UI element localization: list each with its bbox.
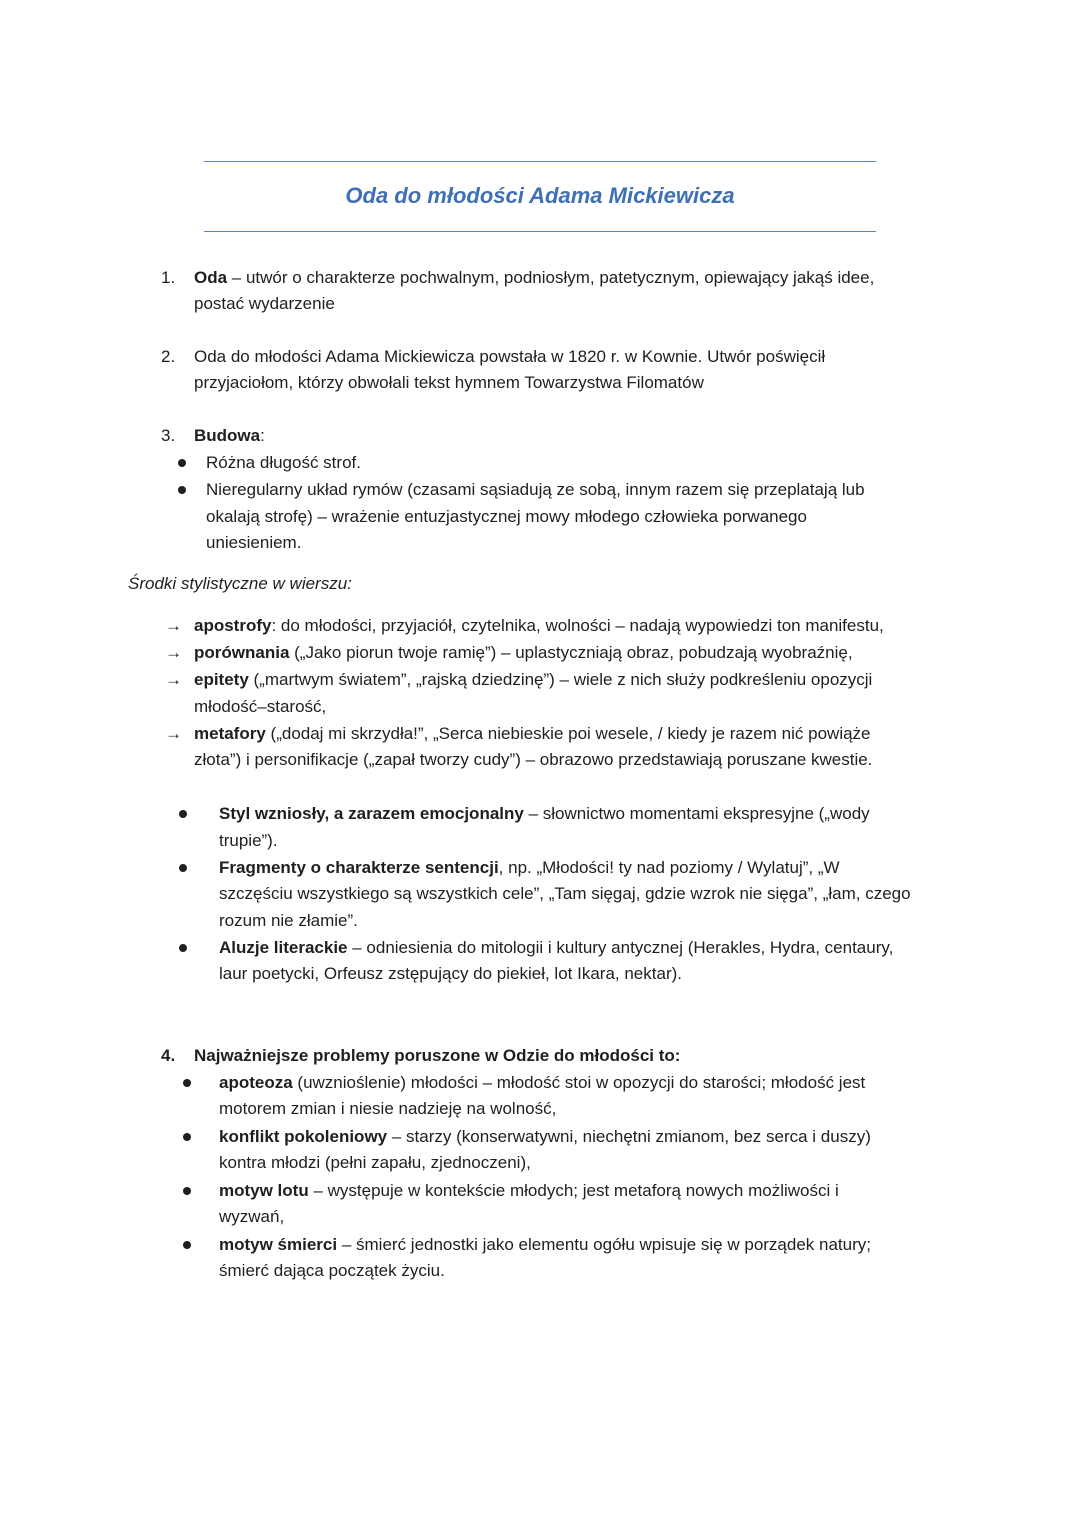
item-4-heading: Najważniejsze problemy poruszone w Odzie do młodości to: bbox=[194, 1046, 681, 1065]
feature-2-line-2: szczęściu wszystkiego są wszystkich cele”, „Tam sięgaj, gdzie wzrok nie sięga”, „łam, czego bbox=[219, 884, 911, 903]
title-top-rule bbox=[204, 161, 876, 162]
stylistic-epitety-line-2: młodość–starość, bbox=[194, 697, 327, 716]
item-1-text: – utwór o charakterze pochwalnym, podniosłym, patetycznym, opiewający jakąś idee, bbox=[227, 268, 875, 287]
item-1-term: Oda bbox=[194, 268, 228, 287]
item-3-bullet-2-line-2: okalają strofę) – wrażenie entuzjastycznej mowy młodego człowieka porwanego bbox=[206, 507, 807, 526]
feature-1-term: Styl wzniosły, a zarazem emocjonalny bbox=[219, 804, 524, 823]
problem-1-line-1 bbox=[219, 1070, 865, 1097]
item-3-bullet-2-line-3: uniesieniem. bbox=[206, 533, 302, 552]
feature-3-term: Aluzje literackie bbox=[219, 938, 348, 957]
stylistic-porownania bbox=[194, 640, 853, 667]
term-apostrofy: apostrofy bbox=[194, 616, 272, 635]
bullet-icon bbox=[183, 1241, 191, 1249]
stylistic-apostrofy bbox=[194, 613, 884, 640]
term-metafory: metafory bbox=[194, 724, 266, 743]
problem-2-text: – starzy (konserwatywni, niechętni zmianom, bez serca i duszy) bbox=[387, 1127, 871, 1146]
stylistic-metafory-line-2: złota”) i personifikacje („zapał tworzy cudy”) – obrazowo przedstawiają poruszane kwestie. bbox=[194, 750, 873, 769]
item-2-number: 2. bbox=[161, 347, 176, 366]
stylistic-epitety bbox=[194, 667, 872, 694]
item-2-line-2: przyjaciołom, którzy obwołali tekst hymnem Towarzystwa Filomatów bbox=[194, 373, 704, 392]
metafory-text: („dodaj mi skrzydła!”, „Serca niebieskie poi wesele, / kiedy je razem nić powiąże bbox=[265, 724, 871, 743]
item-2-line-1: Oda do młodości Adama Mickiewicza powstała w 1820 r. w Kownie. Utwór poświęcił bbox=[194, 347, 826, 366]
apostrofy-text: : do młodości, przyjaciół, czytelnika, wolności – nadają wypowiedzi ton manifestu, bbox=[271, 616, 884, 635]
arrow-right-icon: → bbox=[165, 616, 182, 635]
bullet-icon bbox=[183, 1133, 191, 1141]
problem-2-term: konflikt pokoleniowy bbox=[219, 1127, 388, 1146]
problem-3-line-2: wyzwań, bbox=[219, 1207, 285, 1226]
bullet-icon bbox=[178, 486, 186, 494]
problem-1-term: apoteoza bbox=[219, 1073, 293, 1092]
bullet-icon bbox=[183, 1187, 191, 1195]
item-3-heading bbox=[194, 423, 265, 450]
feature-3-text: – odniesienia do mitologii i kultury antycznej (Herakles, Hydra, centaury, bbox=[347, 938, 894, 957]
problem-3-text: – występuje w kontekście młodych; jest metaforą nowych możliwości i bbox=[308, 1181, 839, 1200]
problem-3-line-1 bbox=[219, 1178, 839, 1205]
feature-2-line-3: rozum nie złamie”. bbox=[219, 911, 358, 930]
bullet-icon bbox=[178, 459, 186, 467]
problem-2-line-1 bbox=[219, 1124, 871, 1151]
item-1-line-2: postać wydarzenie bbox=[194, 294, 335, 313]
item-1-line-1 bbox=[194, 265, 874, 292]
arrow-right-icon: → bbox=[165, 724, 182, 743]
problem-4-text: – śmierć jednostki jako elementu ogółu wpisuje się w porządek natury; bbox=[337, 1235, 871, 1254]
term-porownania: porównania bbox=[194, 643, 290, 662]
stylistic-metafory bbox=[194, 721, 871, 748]
feature-1-line-1 bbox=[219, 801, 870, 828]
title-bottom-rule bbox=[204, 231, 876, 232]
item-1-number: 1. bbox=[161, 268, 176, 287]
term-epitety: epitety bbox=[194, 670, 249, 689]
feature-2-line-1 bbox=[219, 855, 840, 882]
feature-2-text: , np. „Młodości! ty nad poziomy / Wylatuj”, „W bbox=[498, 858, 840, 877]
problem-4-line-2: śmierć dająca początek życiu. bbox=[219, 1261, 445, 1280]
feature-3-line-2: laur poetycki, Orfeusz zstępujący do piekieł, lot Ikara, nektar). bbox=[219, 964, 682, 983]
feature-2-term: Fragmenty o charakterze sentencji bbox=[219, 858, 499, 877]
epitety-text: („martwym światem”, „rajską dziedzinę”) – wiele z nich służy podkreśleniu opozycji bbox=[248, 670, 873, 689]
feature-1-line-2: trupie”). bbox=[219, 831, 278, 850]
arrow-right-icon: → bbox=[165, 670, 182, 689]
problem-4-term: motyw śmierci bbox=[219, 1235, 338, 1254]
problem-1-line-2: motorem zmian i niesie nadzieję na wolność, bbox=[219, 1099, 557, 1118]
item-3-heading-term: Budowa bbox=[194, 426, 261, 445]
item-3-bullet-1: Różna długość strof. bbox=[206, 453, 361, 472]
page-title: Oda do młodości Adama Mickiewicza bbox=[345, 183, 735, 208]
bullet-icon bbox=[179, 944, 187, 952]
problem-3-term: motyw lotu bbox=[219, 1181, 309, 1200]
item-3-number: 3. bbox=[161, 426, 176, 445]
stylistic-heading: Środki stylistyczne w wierszu: bbox=[128, 574, 352, 593]
item-3-heading-colon: : bbox=[260, 426, 265, 445]
arrow-right-icon: → bbox=[165, 643, 182, 662]
porownania-text: („Jako piorun twoje ramię”) – uplastyczniają obraz, pobudzają wyobraźnię, bbox=[289, 643, 853, 662]
bullet-icon bbox=[179, 810, 187, 818]
bullet-icon bbox=[183, 1079, 191, 1087]
feature-1-text: – słownictwo momentami ekspresyjne („wody bbox=[523, 804, 870, 823]
feature-3-line-1 bbox=[219, 935, 893, 962]
problem-4-line-1 bbox=[219, 1232, 871, 1259]
bullet-icon bbox=[179, 864, 187, 872]
problem-2-line-2: kontra młodzi (pełni zapału, zjednoczeni), bbox=[219, 1153, 531, 1172]
item-3-bullet-2-line-1: Nieregularny układ rymów (czasami sąsiadują ze sobą, innym razem się przeplatają lub bbox=[206, 480, 865, 499]
problem-1-text: (uwznioślenie) młodości – młodość stoi w opozycji do starości; młodość jest bbox=[292, 1073, 866, 1092]
item-4-number: 4. bbox=[161, 1046, 176, 1065]
